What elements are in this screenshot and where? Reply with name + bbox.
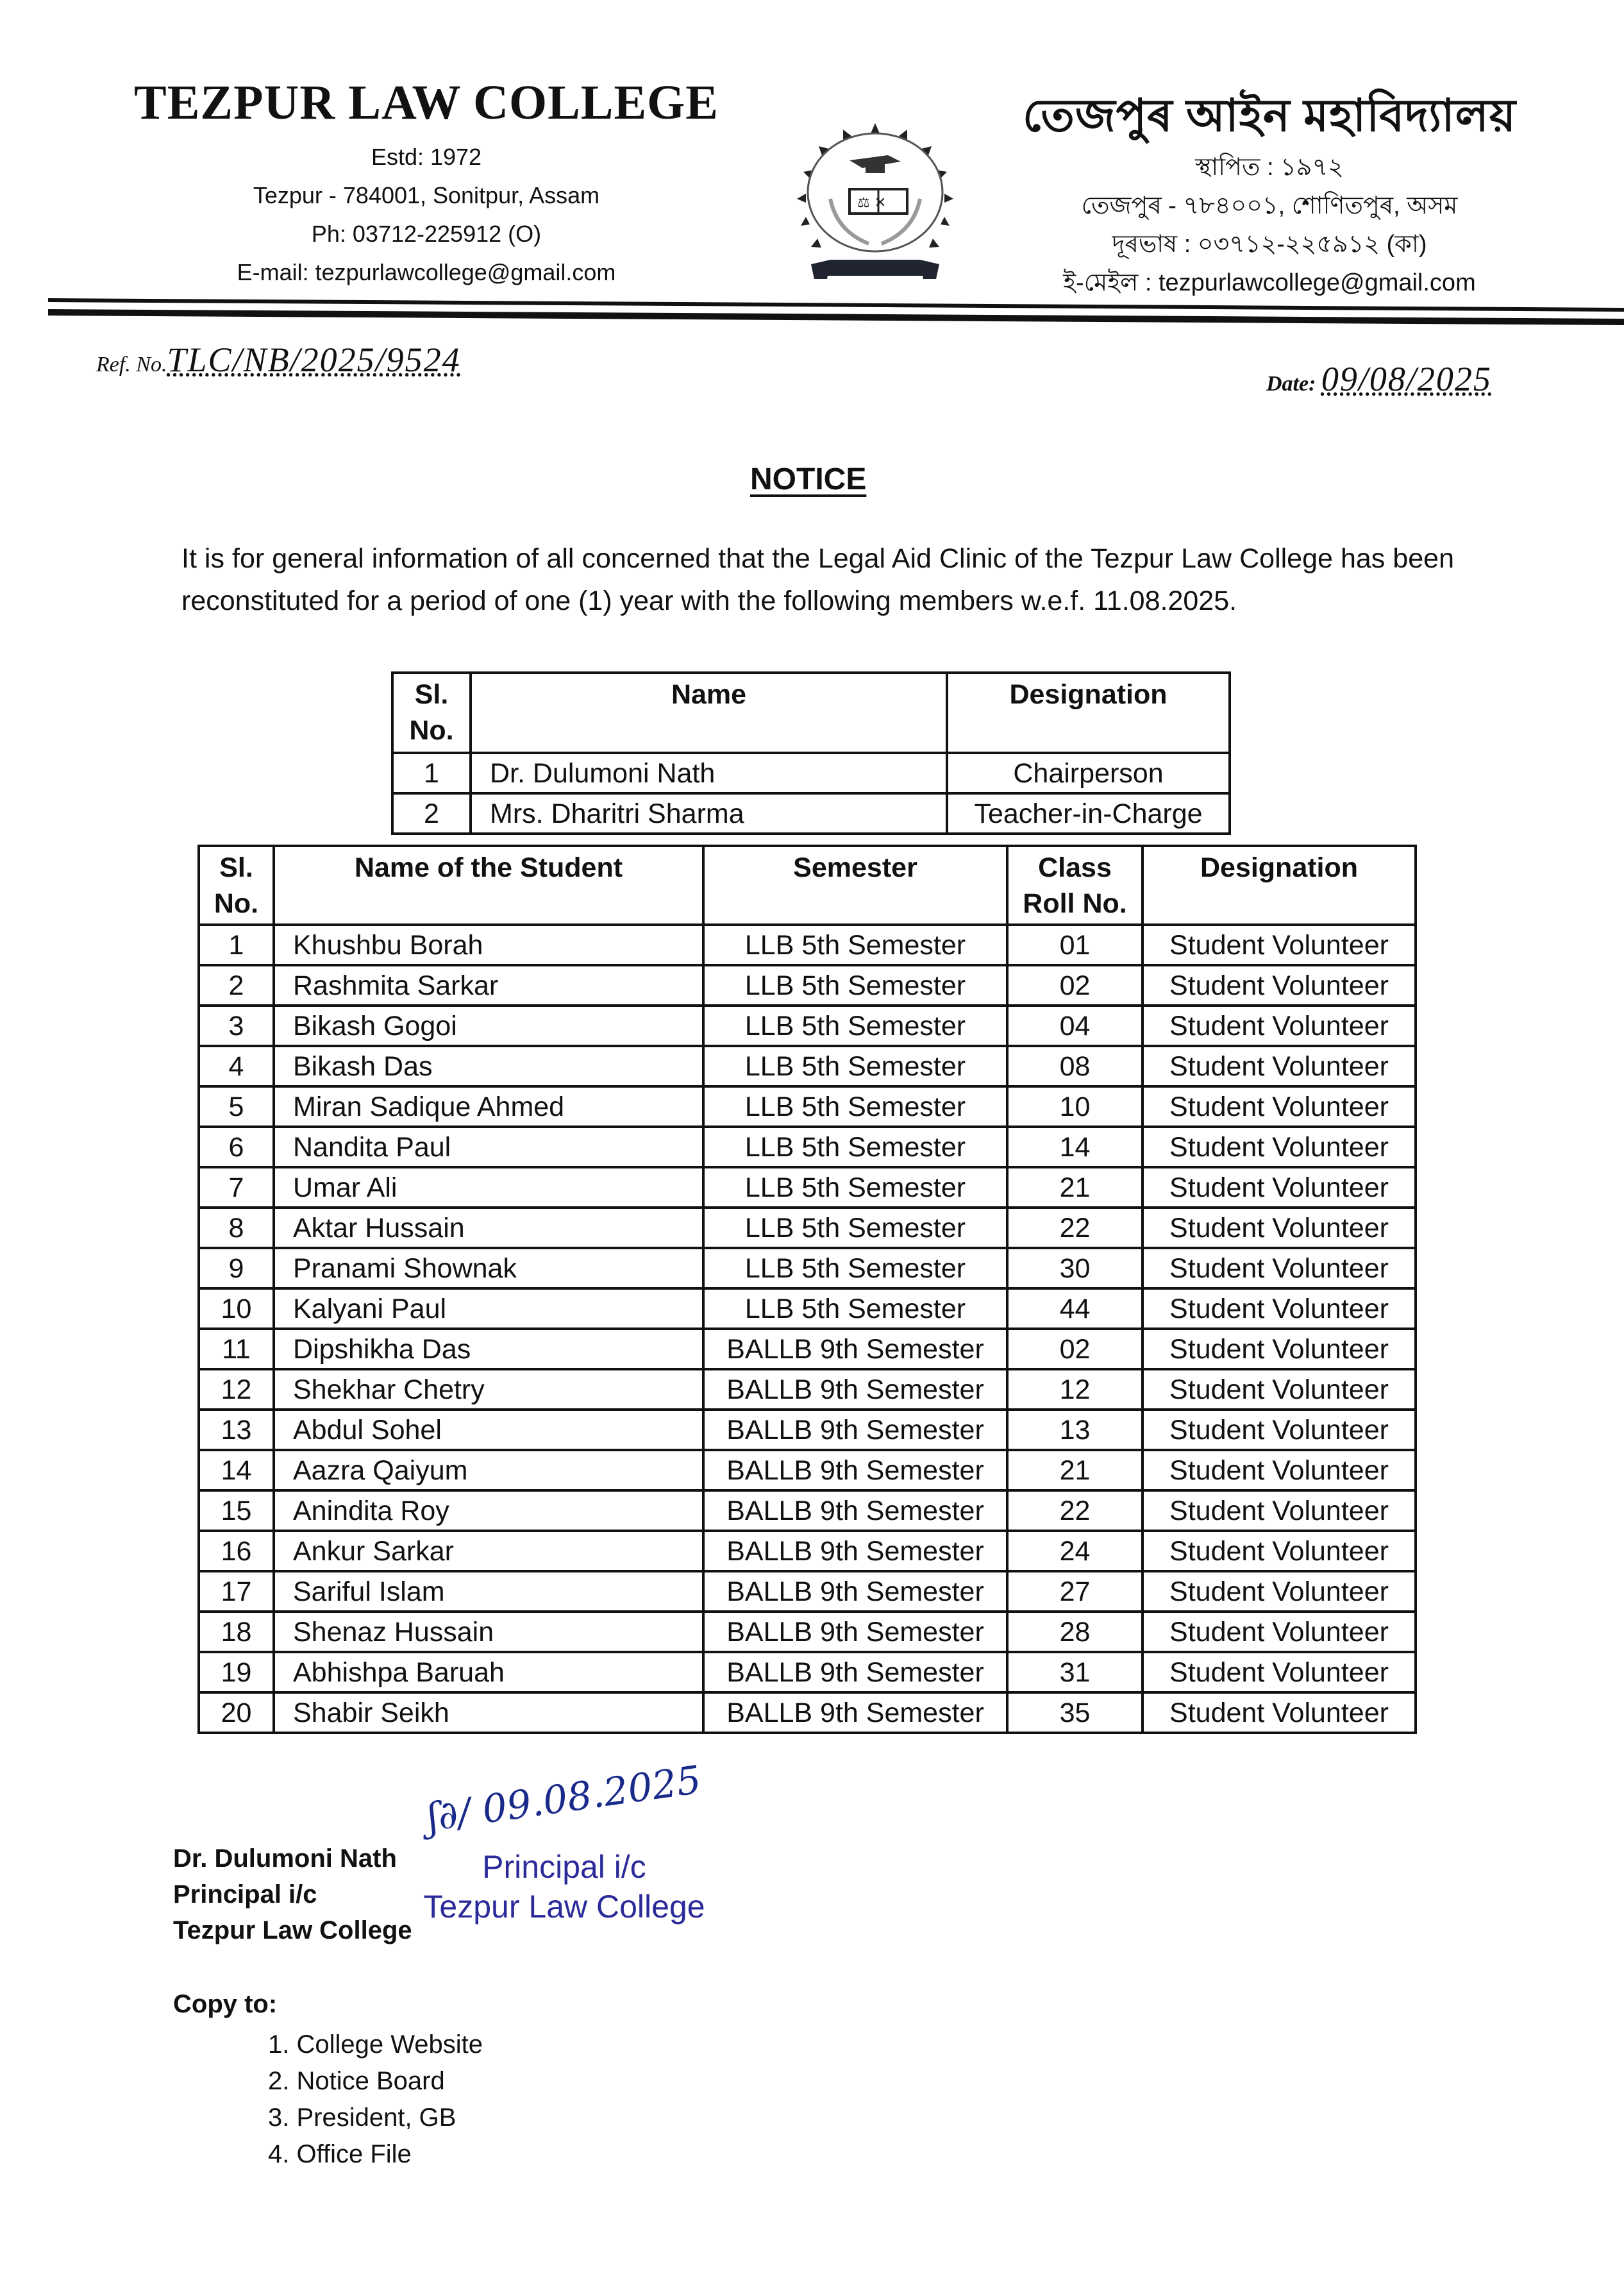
cell-semester: LLB 5th Semester — [703, 1086, 1007, 1127]
cell-class-roll-no: 27 — [1007, 1571, 1143, 1612]
cell-designation: Student Volunteer — [1143, 965, 1416, 1006]
cell-designation: Student Volunteer — [1143, 1450, 1416, 1490]
cell-student-name: Bikash Das — [274, 1046, 703, 1086]
college-email: E-mail: tezpurlawcollege@gmail.com — [237, 259, 616, 285]
cell-designation: Student Volunteer — [1143, 1410, 1416, 1450]
cell-student-name: Ankur Sarkar — [274, 1531, 703, 1571]
cell-semester: BALLB 9th Semester — [703, 1531, 1007, 1571]
table-row — [199, 1531, 1416, 1571]
table-header-row — [392, 673, 1230, 753]
cell-designation: Student Volunteer — [1143, 1208, 1416, 1248]
college-address-assamese: তেজপুৰ - ৭৮৪০০১, শোণিতপুৰ, অসম — [1081, 192, 1458, 219]
reference-label: Ref. No. — [96, 353, 167, 376]
date-value: 09/08/2025 — [1321, 360, 1492, 398]
cell-semester: BALLB 9th Semester — [703, 1410, 1007, 1450]
list-item: 2. Notice Board — [268, 2067, 445, 2095]
column-header-designation: Designation — [947, 673, 1230, 753]
table-row — [199, 1692, 1416, 1733]
cell-student-name: Kalyani Paul — [274, 1288, 703, 1329]
cell-class-roll-no: 02 — [1007, 1329, 1143, 1369]
cell-sl-no: 18 — [199, 1612, 274, 1652]
cell-student-name: Miran Sadique Ahmed — [274, 1086, 703, 1127]
cell-sl-no: 14 — [199, 1450, 274, 1490]
college-emblem-icon — [785, 122, 965, 289]
faculty-table — [391, 671, 1231, 835]
cell-sl-no: 12 — [199, 1369, 274, 1410]
cell-semester: LLB 5th Semester — [703, 1167, 1007, 1208]
cell-sl-no: 11 — [199, 1329, 274, 1369]
notice-title: NOTICE — [750, 462, 867, 496]
table-row — [199, 1369, 1416, 1410]
cell-student-name: Umar Ali — [274, 1167, 703, 1208]
table-row — [199, 925, 1416, 965]
cell-class-roll-no: 30 — [1007, 1248, 1143, 1288]
cell-semester: LLB 5th Semester — [703, 1006, 1007, 1046]
cell-student-name: Rashmita Sarkar — [274, 965, 703, 1006]
cell-designation: Student Volunteer — [1143, 1329, 1416, 1369]
cell-semester: LLB 5th Semester — [703, 1046, 1007, 1086]
table-row — [199, 1652, 1416, 1692]
cell-sl-no: 13 — [199, 1410, 274, 1450]
cell-designation: Student Volunteer — [1143, 1288, 1416, 1329]
cell-sl-no: 10 — [199, 1288, 274, 1329]
column-header-name: Name — [471, 673, 947, 753]
cell-class-roll-no: 14 — [1007, 1127, 1143, 1167]
table-row — [199, 1167, 1416, 1208]
cell-semester: BALLB 9th Semester — [703, 1369, 1007, 1410]
cell-semester: BALLB 9th Semester — [703, 1450, 1007, 1490]
cell-class-roll-no: 35 — [1007, 1692, 1143, 1733]
cell-designation: Student Volunteer — [1143, 1531, 1416, 1571]
cell-designation: Student Volunteer — [1143, 1692, 1416, 1733]
cell-class-roll-no: 01 — [1007, 925, 1143, 965]
cell-sl-no: 2 — [392, 793, 471, 834]
copy-to-label: Copy to: — [173, 1990, 278, 2018]
cell-semester: BALLB 9th Semester — [703, 1612, 1007, 1652]
cell-semester: BALLB 9th Semester — [703, 1652, 1007, 1692]
cell-student-name: Dipshikha Das — [274, 1329, 703, 1369]
cell-designation: Student Volunteer — [1143, 1571, 1416, 1612]
table-row — [199, 1248, 1416, 1288]
letterhead-english — [96, 74, 757, 292]
cell-student-name: Aktar Hussain — [274, 1208, 703, 1248]
cell-sl-no: 1 — [392, 753, 471, 793]
letterhead-assamese — [962, 87, 1577, 302]
table-header-row — [199, 846, 1416, 925]
cell-semester: BALLB 9th Semester — [703, 1329, 1007, 1369]
cell-designation: Student Volunteer — [1143, 1652, 1416, 1692]
cell-student-name: Anindita Roy — [274, 1490, 703, 1531]
cell-class-roll-no: 28 — [1007, 1612, 1143, 1652]
table-row — [199, 1612, 1416, 1652]
cell-class-roll-no: 31 — [1007, 1652, 1143, 1692]
table-row — [199, 1571, 1416, 1612]
cell-class-roll-no: 44 — [1007, 1288, 1143, 1329]
cell-sl-no: 19 — [199, 1652, 274, 1692]
cell-name: Dr. Dulumoni Nath — [471, 753, 947, 793]
cell-class-roll-no: 24 — [1007, 1531, 1143, 1571]
table-row — [392, 753, 1230, 793]
cell-class-roll-no: 12 — [1007, 1369, 1143, 1410]
official-stamp — [410, 1847, 718, 1926]
cell-class-roll-no: 13 — [1007, 1410, 1143, 1450]
cell-designation: Student Volunteer — [1143, 1248, 1416, 1288]
table-row — [199, 1127, 1416, 1167]
table-row — [199, 1329, 1416, 1369]
cell-student-name: Abdul Sohel — [274, 1410, 703, 1450]
college-address: Tezpur - 784001, Sonitpur, Assam — [253, 182, 600, 208]
reference-number — [96, 340, 461, 380]
cell-semester: BALLB 9th Semester — [703, 1692, 1007, 1733]
cell-student-name: Khushbu Borah — [274, 925, 703, 965]
cell-sl-no: 16 — [199, 1531, 274, 1571]
cell-student-name: Shekhar Chetry — [274, 1369, 703, 1410]
cell-student-name: Aazra Qaiyum — [274, 1450, 703, 1490]
cell-designation: Student Volunteer — [1143, 1167, 1416, 1208]
cell-semester: BALLB 9th Semester — [703, 1571, 1007, 1612]
cell-student-name: Shabir Seikh — [274, 1692, 703, 1733]
column-header-designation: Designation — [1143, 846, 1416, 925]
handwritten-signature: ʃ∂∕ 09.08.2025 — [424, 1757, 704, 1841]
table-row — [199, 1208, 1416, 1248]
cell-semester: BALLB 9th Semester — [703, 1490, 1007, 1531]
cell-class-roll-no: 22 — [1007, 1208, 1143, 1248]
established-year: Estd: 1972 — [371, 144, 482, 170]
table-row — [199, 1490, 1416, 1531]
cell-sl-no: 5 — [199, 1086, 274, 1127]
table-row — [199, 1288, 1416, 1329]
cell-sl-no: 6 — [199, 1127, 274, 1167]
list-item: 1. College Website — [268, 2030, 483, 2059]
cell-class-roll-no: 08 — [1007, 1046, 1143, 1086]
college-email-assamese: ই-মেইল : tezpurlawcollege@gmail.com — [1063, 269, 1476, 296]
table-row — [199, 1450, 1416, 1490]
college-phone-assamese: দূৰভাষ : ০৩৭১২-২২৫৯১২ (কা) — [1112, 231, 1427, 258]
cell-class-roll-no: 22 — [1007, 1490, 1143, 1531]
cell-designation: Student Volunteer — [1143, 1127, 1416, 1167]
date-label: Date: — [1266, 372, 1316, 396]
established-year-assamese: স্থাপিত : ১৯৭২ — [1195, 154, 1344, 181]
cell-designation: Student Volunteer — [1143, 1006, 1416, 1046]
cell-class-roll-no: 10 — [1007, 1086, 1143, 1127]
cell-class-roll-no: 21 — [1007, 1450, 1143, 1490]
cell-sl-no: 8 — [199, 1208, 274, 1248]
college-name-assamese: তেজপুৰ আইন মহাবিদ্যালয় — [1023, 90, 1516, 140]
cell-semester: LLB 5th Semester — [703, 1248, 1007, 1288]
cell-designation: Student Volunteer — [1143, 1046, 1416, 1086]
cell-sl-no: 3 — [199, 1006, 274, 1046]
stamp-title: Principal i/c — [482, 1849, 646, 1885]
cell-sl-no: 2 — [199, 965, 274, 1006]
cell-sl-no: 7 — [199, 1167, 274, 1208]
cell-class-roll-no: 04 — [1007, 1006, 1143, 1046]
signature-date: 09.08.2025 — [479, 1757, 704, 1833]
cell-student-name: Shenaz Hussain — [274, 1612, 703, 1652]
student-volunteer-table — [197, 845, 1417, 1734]
cell-semester: LLB 5th Semester — [703, 965, 1007, 1006]
list-item: 3. President, GB — [268, 2103, 456, 2132]
cell-designation: Student Volunteer — [1143, 1490, 1416, 1531]
notice-date — [1266, 359, 1492, 399]
cell-designation: Student Volunteer — [1143, 1086, 1416, 1127]
table-row — [392, 793, 1230, 834]
college-name: TEZPUR LAW COLLEGE — [134, 76, 719, 130]
cell-semester: LLB 5th Semester — [703, 1127, 1007, 1167]
cell-designation: Student Volunteer — [1143, 1612, 1416, 1652]
copy-to-list — [268, 2027, 483, 2173]
column-header-semester: Semester — [703, 846, 1007, 925]
cell-class-roll-no: 21 — [1007, 1167, 1143, 1208]
column-header-sl-no: Sl. No. — [199, 846, 274, 925]
notice-body: It is for general information of all concerned that the Legal Aid Clinic of the Tezpur Law College has been reconstituted for a period of one (1) year with the following members w.e.f. 11.08.2025. — [181, 543, 1454, 616]
header-divider-thick — [48, 309, 1624, 325]
college-phone: Ph: 03712-225912 (O) — [311, 221, 542, 247]
cell-student-name: Pranami Shownak — [274, 1248, 703, 1288]
table-row — [199, 1086, 1416, 1127]
column-header-class-roll-no: Class Roll No. — [1007, 846, 1143, 925]
cell-sl-no: 15 — [199, 1490, 274, 1531]
cell-designation: Teacher-in-Charge — [947, 793, 1230, 834]
signatory-institution: Tezpur Law College — [173, 1916, 412, 1944]
cell-student-name: Sariful Islam — [274, 1571, 703, 1612]
signatory-title: Principal i/c — [173, 1880, 317, 1909]
reference-value: TLC/NB/2025/9524 — [167, 341, 461, 379]
cell-designation: Student Volunteer — [1143, 1369, 1416, 1410]
cell-student-name: Bikash Gogoi — [274, 1006, 703, 1046]
cell-semester: LLB 5th Semester — [703, 1208, 1007, 1248]
cell-name: Mrs. Dharitri Sharma — [471, 793, 947, 834]
column-header-sl-no: Sl. No. — [392, 673, 471, 753]
cell-student-name: Abhishpa Baruah — [274, 1652, 703, 1692]
cell-sl-no: 20 — [199, 1692, 274, 1733]
cell-sl-no: 9 — [199, 1248, 274, 1288]
cell-sl-no: 17 — [199, 1571, 274, 1612]
table-row — [199, 1006, 1416, 1046]
cell-designation: Student Volunteer — [1143, 925, 1416, 965]
list-item: 4. Office File — [268, 2140, 412, 2168]
cell-student-name: Nandita Paul — [274, 1127, 703, 1167]
table-row — [199, 1410, 1416, 1450]
svg-text:⚖ ✕: ⚖ ✕ — [857, 195, 887, 211]
cell-semester: LLB 5th Semester — [703, 925, 1007, 965]
table-row — [199, 1046, 1416, 1086]
cell-sl-no: 4 — [199, 1046, 274, 1086]
cell-class-roll-no: 02 — [1007, 965, 1143, 1006]
signatory-name: Dr. Dulumoni Nath — [173, 1844, 397, 1873]
cell-sl-no: 1 — [199, 925, 274, 965]
cell-designation: Chairperson — [947, 753, 1230, 793]
cell-semester: LLB 5th Semester — [703, 1288, 1007, 1329]
column-header-student-name: Name of the Student — [274, 846, 703, 925]
signatory-block — [173, 1841, 412, 1948]
stamp-institution: Tezpur Law College — [423, 1889, 705, 1925]
table-row — [199, 965, 1416, 1006]
